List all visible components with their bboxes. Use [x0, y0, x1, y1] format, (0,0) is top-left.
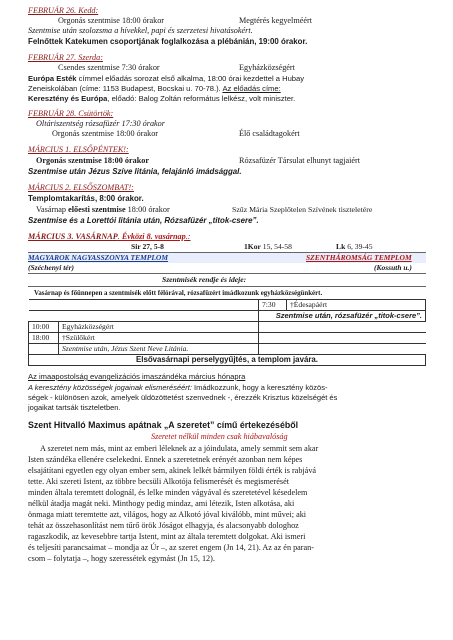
prayer-line1: [28, 383, 327, 393]
reading-1-text: Sir 27, 5-8: [131, 242, 164, 251]
reading-3: [336, 242, 373, 252]
event-title-label: Az előadás címe:: [222, 84, 281, 93]
article-line: csom – folytatja –, hogy szeressétek egymást (Jn 15, 12).: [28, 554, 215, 563]
mar2-heading: MÁRCIUS 2. ELSŐSZOMBAT!:: [28, 183, 134, 192]
feb27-event-line1: [28, 74, 304, 84]
table-cell: [259, 322, 426, 333]
mar3-heading-sep: .: [117, 232, 122, 241]
feb27-intention: Egyházközségért: [239, 63, 295, 72]
prayer-title: Az imaapostolság evangelizációs imaszándéka március hónapra: [28, 372, 246, 381]
event-speaker: , előadó: Balog Zoltán református lelkész, volt miniszter.: [107, 94, 296, 103]
article-line: minden általa teremtett dolognál, és lelke minden vágyával és szeretetével késedelem: [28, 488, 308, 497]
mar1-intention: Rózsafüzér Társulat elhunyt tagjaiért: [239, 156, 361, 165]
event-name: Európa Esték: [28, 74, 77, 83]
reading-3-ref: 6, 39-45: [345, 242, 373, 251]
reading-2: [244, 242, 292, 252]
article-line: tette. Aki szereti Istent, az többre becsüli Alkotója felismerését és megismerését: [28, 477, 290, 486]
rosary-note: Vasárnap és főünnepen a szentmisék előtt félórával, rózsafüzért imádkozunk egyházközségünkért.: [34, 290, 323, 297]
mar3-heading: [28, 232, 191, 242]
feb28-rosary: Oltáriszentség rózsafüzér 17:30 órakor: [36, 119, 165, 128]
article-line: és teljesíti parancsaimat – mondja az Úr –, az szeret engem (Jn 14, 21). Az az én paran-: [28, 543, 314, 552]
mass-order-title: Szentmisék rendje és ideje:: [162, 275, 247, 284]
article-line: tehát az összehasonlítást nem tűrő örök Jóságot elhagyja, és alacsonyabb dologhoz: [28, 521, 299, 530]
prayer-line2: ségek - különösen azok, amelyek üldözöttetést szenvednek -, érezzék Krisztus közelségét és: [28, 393, 338, 402]
article-title: Szent Hitvalló Maximus apátnak „A szeretet” című értekezéséből: [28, 420, 299, 430]
feb26-intention: Megtérés kegyelméért: [239, 16, 312, 25]
mar2-vigil-mass: [36, 205, 170, 215]
article-line: Isten szándéka ellenére cselekedni. Ennek a szeretetnek erényét azonban nem képes: [28, 455, 303, 464]
divider: [28, 286, 426, 287]
mar1-heading: MÁRCIUS 1. ELSŐPÉNTEK!:: [28, 145, 129, 154]
event-line1-rest: címmel előadás sorozat első alkalma, 18:00 órai kezdettel a Hubay: [76, 74, 305, 83]
table-row: [29, 322, 426, 333]
mar1-mass: Orgonás szentmise 18:00 órakor: [36, 156, 150, 165]
event-address: Zeneiskolában (címe: 1153 Budapest, Bocskai u. 70-78.).: [28, 84, 223, 93]
feb28-intention: Élő családtagokért: [239, 129, 300, 138]
feb28-heading: FEBRUÁR 28. Csütörtök:: [28, 109, 114, 118]
table-cell-note: Szentmise után, rózsafüzér „titok-csere”.: [259, 311, 426, 322]
table-cell-time: 18:00: [29, 333, 59, 344]
prayer-line3: jogaikat tartsák tiszteletben.: [28, 403, 121, 412]
mar1-after: Szentmise után Jézus Szíve litánia, felajánló imádsággal.: [28, 167, 242, 176]
feb26-mass: Orgonás szentmise 18:00 órakor: [58, 16, 165, 25]
prayer-topic: A keresztény közösségek jogainak elismeréséért:: [28, 383, 192, 392]
mar3-heading-main: MÁRCIUS 3. VASÁRNAP: [28, 232, 118, 241]
table-row: [29, 300, 426, 311]
feb26-heading: FEBRUÁR 26. Kedd:: [28, 6, 99, 15]
article-subtitle: Szeretet nélkül minden csak hiábavalóság: [151, 432, 288, 441]
feb27-mass: Csendes szentmise 7:30 órakor: [58, 63, 160, 72]
reading-2-ref: 15, 54-58: [260, 242, 292, 251]
feb26-after: Szentmise után szolozsma a hívekkel, papi és szerzetesi hivatásokért.: [28, 26, 253, 35]
mar3-heading-sub: Évközi 8. vasárnap: [121, 232, 186, 241]
event-title: Keresztény és Európa: [28, 94, 108, 103]
mar3-heading-end: .:: [185, 232, 191, 241]
table-cell: [259, 344, 426, 355]
article-line: elsajátítani egyetlen egy olyan ember sem, akinek lelkét bármilyen földi érték is rabjává: [28, 466, 317, 475]
table-cell-time: 7:30: [259, 300, 287, 311]
collection-notice: Elsővasárnapi perselygyűjtés, a templom javára.: [29, 355, 426, 366]
vigil-time: 18:00 órakor: [125, 205, 170, 214]
table-cell-intention: †Édesapáért: [287, 300, 426, 311]
mar2-after: Szentmise és a Lorettói litánia után, Rózsafüzér „titok-csere”.: [28, 216, 259, 225]
mar2-vigil-intention: Szűz Mária Szeplőtelen Szívének tiszteletére: [232, 205, 373, 214]
vigil-label: előesti szentmise: [68, 205, 126, 214]
table-cell: [259, 333, 426, 344]
table-cell-intention: †Szülőkért: [59, 333, 259, 344]
vigil-prefix: Vasárnap: [36, 205, 69, 214]
divider: [28, 273, 426, 274]
table-row: [29, 344, 426, 355]
feb27-event-line2: [28, 84, 281, 94]
church-right-name: SZENTHÁROMSÁG TEMPLOM: [306, 253, 412, 262]
church-left-address: (Széchenyi tér): [28, 263, 75, 272]
reading-3-book: Lk: [336, 242, 346, 251]
mar2-cleaning: Templomtakarítás, 8:00 órakor.: [28, 194, 144, 203]
church-right-address: (Kossuth u.): [374, 263, 412, 272]
feb26-adult-group: Felnőttek Katekumen csoportjának foglalkozása a plébánián, 19:00 órakor.: [28, 37, 308, 46]
feb27-heading: FEBRUÁR 27. Szerda:: [28, 53, 103, 62]
article-line: A szeretet nem más, mint az emberi léleknek az a jóindulata, amely semmit sem akar: [40, 444, 319, 453]
table-cell-time: [29, 344, 59, 355]
reading-2-book: 1Kor: [244, 242, 261, 251]
reading-1: [131, 242, 164, 252]
table-cell: [29, 300, 259, 311]
table-cell: [29, 311, 259, 322]
table-row: [29, 333, 426, 344]
table-cell-note: Szentmise után, Jézus Szent Neve Litánia.: [59, 344, 259, 355]
table-row: [29, 311, 426, 322]
table-cell-time: 10:00: [29, 322, 59, 333]
table-cell-intention: Egyházközségért: [59, 322, 259, 333]
article-line: ragaszkodik, az kevesebbre tartja Istent, mint az általa teremtett dolgokat. Aki ismeri: [28, 532, 306, 541]
prayer-line1-rest: Imádkozzunk, hogy a keresztény közös-: [191, 383, 328, 392]
church-left-name: MAGYAROK NAGYASSZONYA TEMPLOM: [28, 253, 169, 262]
feb27-event-line3: [28, 94, 295, 104]
table-row: [29, 355, 426, 366]
feb28-mass: Orgonás szentmise 18:00 órakor: [52, 129, 159, 138]
article-line: nélkül átadja magát neki. Minthogy pedig mindaz, ami létezik, Isten alkotása, aki: [28, 499, 295, 508]
mass-schedule-table: [28, 299, 426, 366]
article-line: önmaga miatt teremtette azt, világos, hogy az Alkotó jóval kiválóbb, mint művei; aki: [28, 510, 307, 519]
